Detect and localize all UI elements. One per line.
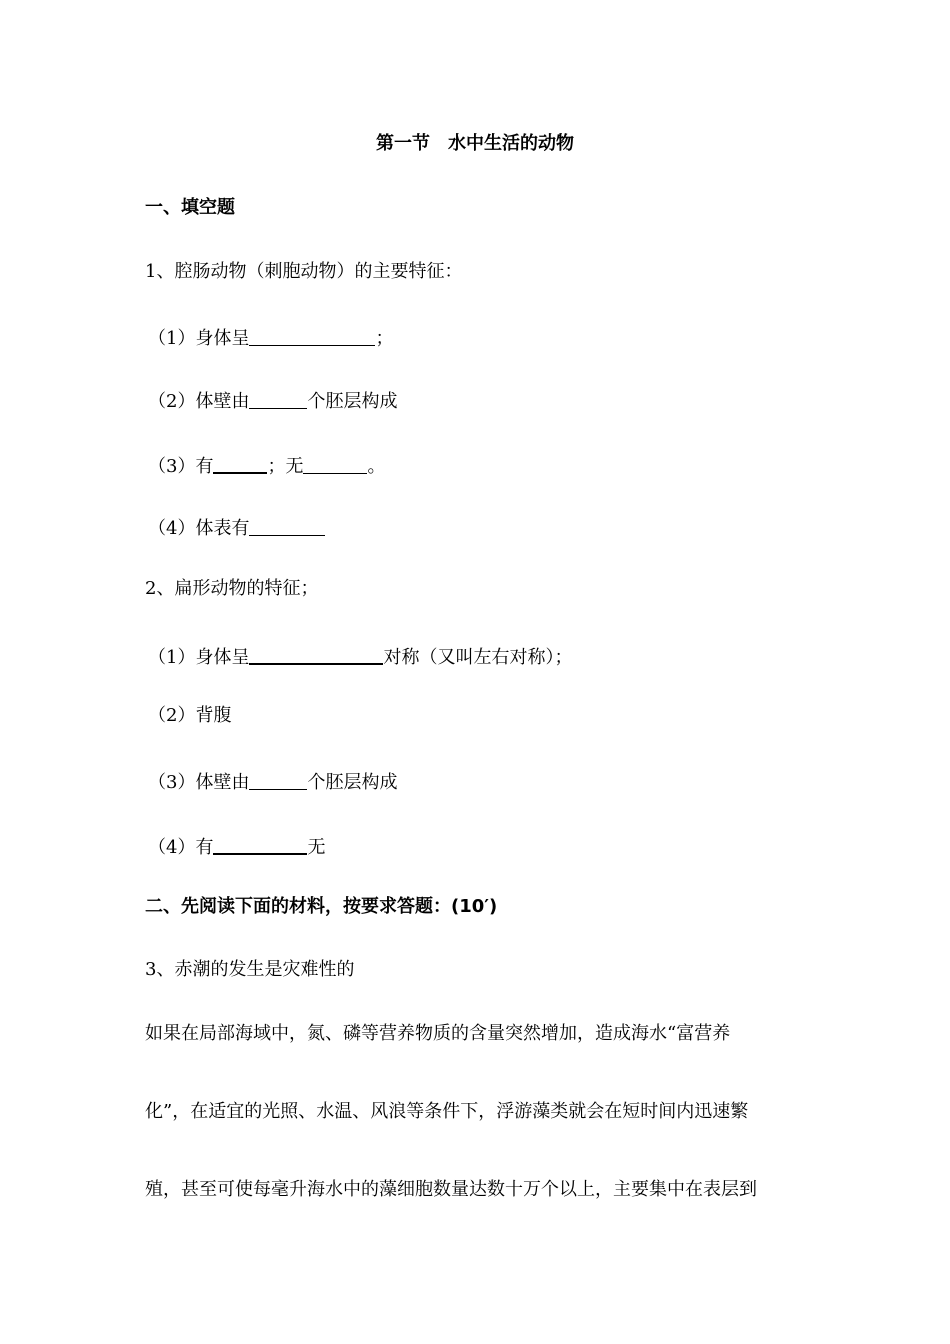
item-suffix: ； <box>375 328 394 349</box>
item-suffix: 对称（又叫左右对称）； <box>383 647 573 668</box>
answer-blank[interactable] <box>249 515 325 536</box>
answer-blank[interactable] <box>249 769 307 790</box>
item-label: （3）体壁由 <box>148 772 250 793</box>
item-suffix: 无 <box>307 837 326 858</box>
section-heading-fill-in: 一、填空题 <box>145 197 235 218</box>
answer-blank[interactable] <box>249 325 375 346</box>
passage-line-3: 殖，甚至可使每毫升海水中的藻细胞数量达数十万个以上，主要集中在表层到 <box>145 1179 757 1200</box>
question-2-item-2 <box>148 704 231 728</box>
item-suffix: 。 <box>367 456 386 477</box>
answer-blank[interactable] <box>249 388 307 409</box>
question-1-item-2 <box>148 386 397 410</box>
item-label: （4）有 <box>148 837 214 858</box>
section-heading-reading: 二、先阅读下面的材料，按要求答题：(10′) <box>145 896 498 917</box>
item-suffix: 个胚层构成 <box>307 772 398 793</box>
answer-blank[interactable] <box>213 452 267 474</box>
item-suffix: 个胚层构成 <box>307 391 398 412</box>
item-label: （2）体壁由 <box>148 391 250 412</box>
question-1-item-3 <box>148 450 386 477</box>
question-1-item-4 <box>148 513 325 537</box>
title-topic: 水中生活的动物 <box>448 133 574 154</box>
item-label: （1）身体呈 <box>148 647 250 668</box>
question-2-item-4 <box>148 831 326 858</box>
question-1-item-1 <box>148 323 393 347</box>
item-label: （2）背腹 <box>148 705 232 726</box>
question-2-item-3 <box>148 767 397 791</box>
page-title <box>0 132 950 156</box>
item-label: （4）体表有 <box>148 518 250 539</box>
passage-line-1: 如果在局部海域中，氮、磷等营养物质的含量突然增加，造成海水“富营养 <box>145 1023 731 1044</box>
answer-blank[interactable] <box>213 833 307 855</box>
question-2-item-1 <box>148 641 573 668</box>
item-label: （3）有 <box>148 456 214 477</box>
item-middle: ；无 <box>267 456 304 477</box>
question-1-stem: 1、腔肠动物（刺胞动物）的主要特征： <box>145 261 463 282</box>
question-3-stem: 3、赤潮的发生是灾难性的 <box>145 959 355 980</box>
passage-line-2: 化”，在适宜的光照、水温、风浪等条件下，浮游藻类就会在短时间内迅速繁 <box>145 1101 749 1122</box>
answer-blank[interactable] <box>249 643 383 665</box>
answer-blank[interactable] <box>303 453 367 474</box>
title-section-number: 第一节 <box>376 133 430 154</box>
item-label: （1）身体呈 <box>148 328 250 349</box>
question-2-stem: 2、扁形动物的特征； <box>145 578 319 599</box>
